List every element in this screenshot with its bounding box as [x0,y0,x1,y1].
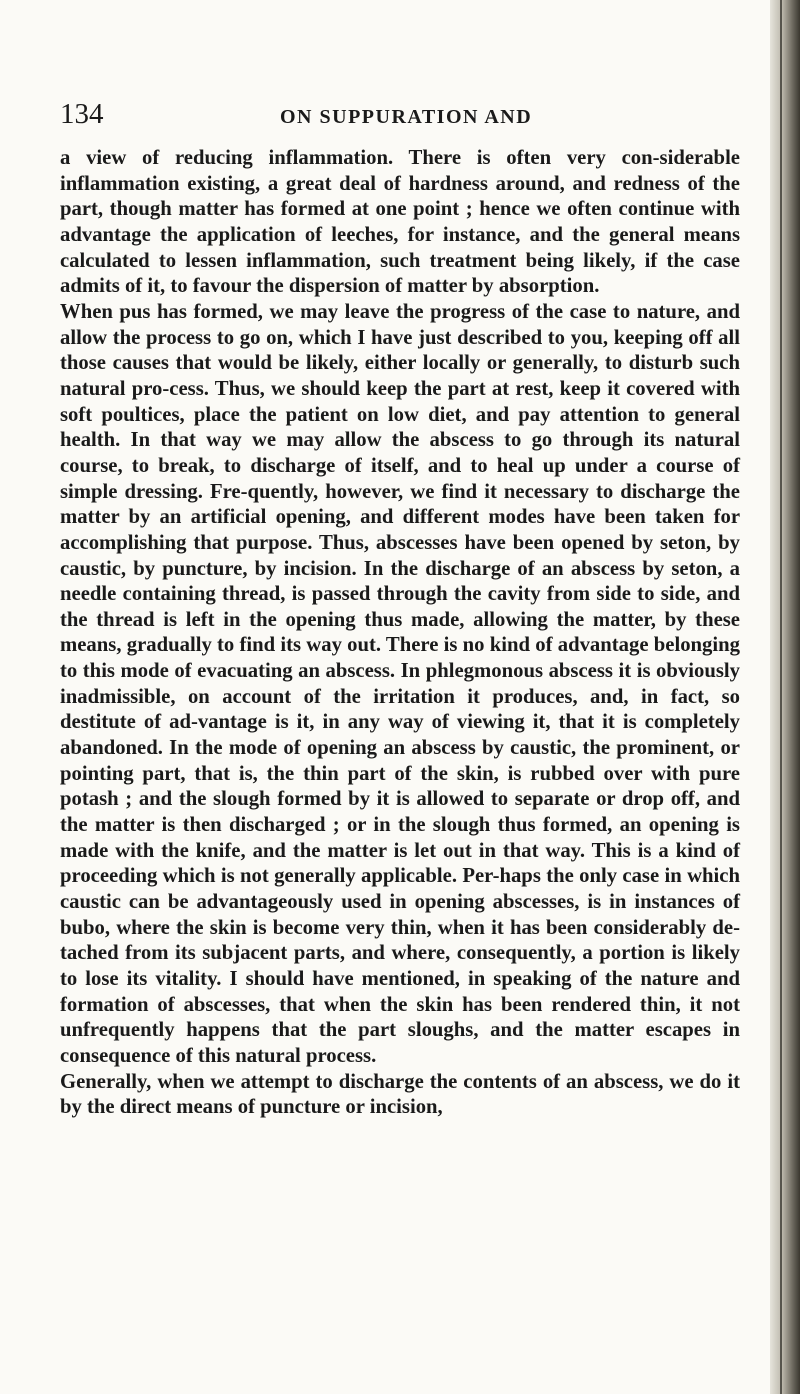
page-header [60,98,740,134]
paragraph: Generally, when we attempt to discharge the contents of an abscess, we do it by the direct means of puncture or incision, [60,1070,740,1119]
page-number: 134 [60,98,104,130]
page-binding-edge [770,0,800,1394]
body-text [60,146,740,1121]
paragraph: When pus has formed, we may leave the progress of the case to nature, and allow the process to go on, which I have just described to you, keeping off all those causes that would be likely, either locally or generally, to disturb such natural pro-cess. Thus, we should keep the part at rest, keep it covered with soft poultices, place the patient on low diet, and pay attention to general health. In that way we may allow the abscess to go through its natural course, to break, to discharge of itself, and to heal up under a course of simple dressing. Fre-quently, however, we find it necessary to discharge the matter by an artificial opening, and different modes have been taken for accomplishing that purpose. Thus, abscesses have been opened by seton, by caustic, by puncture, by incision. In the discharge of an abscess by seton, a needle containing thread, is passed through the cavity from side to side, and the thread is left in the opening thus made, allowing the matter, by these means, gradually to find its way out. There is no kind of advantage belonging to this mode of evacuating an abscess. In phlegmonous abscess it is obviously inadmissible, on account of the irritation it produces, and, in fact, so destitute of ad-vantage is it, in any way of viewing it, that it is completely abandoned. In the mode of opening an abscess by caustic, the prominent, or pointing part, that is, the thin part of the skin, is rubbed over with pure potash ; and the slough formed by it is allowed to separate or drop off, and the matter is then discharged ; or in the slough thus formed, an opening is made with the knife, and the matter is let out in that way. This is a kind of proceeding which is not generally applicable. Per-haps the only case in which caustic can be advantageously used in opening abscesses, is in instances of bubo, where the skin is become very thin, when it has been considerably de-tached from its subjacent parts, and where, consequently, a portion is likely to lose its vitality. I should have mentioned, in speaking of the nature and formation of abscesses, that when the skin has been rendered thin, it not unfrequently happens that the part sloughs, and the matter escapes in consequence of this natural process. [60,300,740,1067]
running-head: ON SUPPURATION AND [280,106,533,128]
page-binding-line [780,0,782,1394]
paragraph: a view of reducing inflammation. There is often very con-siderable inflammation existing, a great deal of hardness around, and redness of the part, though matter has formed at one point ; hence we often continue with advantage the application of leeches, for instance, and the general means calculated to lessen inflammation, such treatment being likely, if the case admits of it, to favour the dispersion of matter by absorption. [60,147,740,298]
